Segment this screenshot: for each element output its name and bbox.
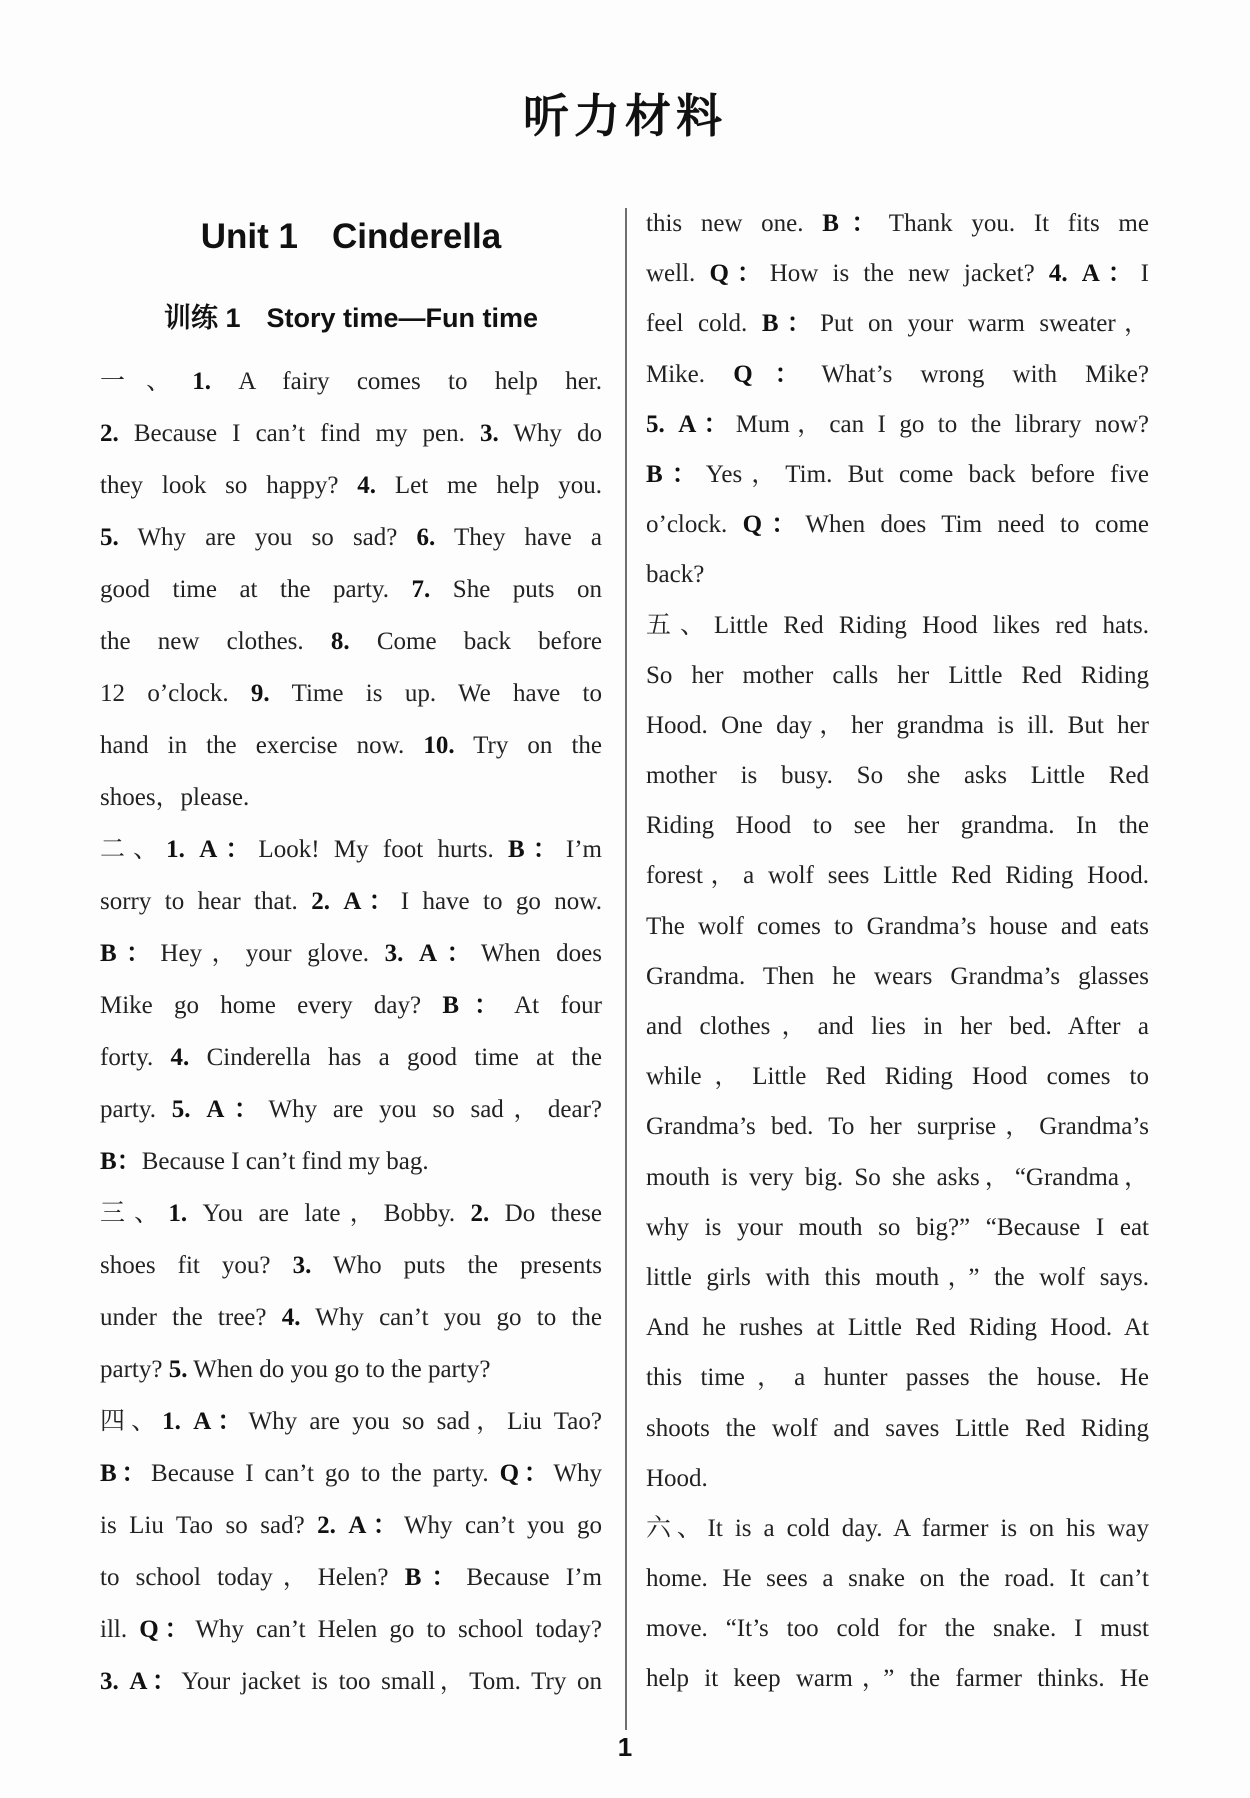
text-line: feel cold. B：Put on your warm sweater， bbox=[646, 310, 1149, 338]
text-line: shoes，please. bbox=[100, 784, 250, 811]
text-line: to school today，Helen? B：Because I’m bbox=[100, 1564, 602, 1591]
text-line: So her mother calls her Little Red Riding bbox=[646, 661, 1149, 689]
text-line: Mike. Q：What’s wrong with Mike? bbox=[646, 360, 1149, 388]
text-line: this time，a hunter passes the house. He bbox=[646, 1364, 1149, 1392]
item-marker: A： bbox=[419, 940, 481, 967]
text-line: and clothes，and lies in her bed. After a bbox=[646, 1013, 1149, 1040]
item-marker: B： bbox=[822, 210, 889, 237]
text-line: B：Yes，Tim. But come back before five bbox=[646, 460, 1149, 488]
item-marker: 10. bbox=[423, 732, 455, 759]
paragraph bbox=[100, 1188, 602, 1396]
text-line: ill. Q：Why can’t Helen go to school today? bbox=[100, 1616, 602, 1643]
item-marker: 4. bbox=[170, 1044, 190, 1071]
item-marker: 4. bbox=[1048, 260, 1068, 288]
text-line: while，Little Red Riding Hood comes to bbox=[646, 1063, 1149, 1091]
text-line: 一、1. A fairy comes to help her. bbox=[100, 368, 602, 395]
item-marker: A： bbox=[129, 1668, 182, 1695]
item-marker: Q： bbox=[499, 1460, 554, 1487]
item-marker: B： bbox=[646, 460, 706, 488]
text-line: back? bbox=[646, 561, 705, 589]
text-line: hand in the exercise now. 10. Try on the bbox=[100, 732, 602, 759]
text-line: 六、It is a cold day. A farmer is on his way bbox=[646, 1514, 1149, 1542]
item-marker: 5. bbox=[168, 1356, 188, 1383]
item-marker: 6. bbox=[416, 524, 436, 551]
paragraph bbox=[646, 601, 1149, 1504]
text-line: Grandma. Then he wears Grandma’s glasses bbox=[646, 962, 1149, 990]
text-line: Hood. One day，her grandma is ill. But her bbox=[646, 711, 1149, 739]
unit-title: Cinderella bbox=[332, 217, 502, 256]
text-line: party? 5. When do you go to the party? bbox=[100, 1356, 491, 1383]
item-marker: B： bbox=[100, 1148, 142, 1175]
item-marker: 5. bbox=[100, 524, 119, 551]
item-marker: 4. bbox=[281, 1304, 301, 1331]
text-line: 3. A：Your jacket is too small，Tom. Try on bbox=[100, 1668, 602, 1695]
item-marker: A： bbox=[678, 410, 736, 438]
text-line: 2. Because I can’t find my pen. 3. Why do bbox=[100, 420, 602, 447]
item-marker: Q： bbox=[733, 360, 822, 388]
text-line: well. Q：How is the new jacket? 4. A：I bbox=[646, 260, 1149, 288]
text-line: little girls with this mouth，” the wolf says. bbox=[646, 1263, 1149, 1291]
text-line: why is your mouth so big?” “Because I eat bbox=[646, 1213, 1149, 1241]
item-marker: B： bbox=[442, 992, 515, 1019]
item-marker: A： bbox=[343, 888, 401, 915]
page-number: 1 bbox=[617, 1732, 633, 1762]
item-marker: 2. bbox=[317, 1512, 336, 1539]
paragraph bbox=[646, 199, 1149, 601]
item-marker: 2. bbox=[311, 888, 330, 915]
text-line: Grandma’s bed. To her surprise，Grandma’s bbox=[646, 1113, 1149, 1141]
paragraph bbox=[100, 356, 602, 824]
text-line: home. He sees a snake on the road. It can’t bbox=[646, 1565, 1149, 1593]
text-line: 5. Why are you so sad? 6. They have a bbox=[100, 524, 602, 551]
text-line: the new clothes. 8. Come back before bbox=[100, 628, 602, 655]
item-marker: 5. bbox=[646, 410, 665, 438]
text-line: shoes fit you? 3. Who puts the presents bbox=[100, 1252, 602, 1279]
text-line: o’clock. Q：When does Tim need to come bbox=[646, 511, 1149, 539]
paragraph bbox=[100, 824, 602, 1188]
item-marker: A： bbox=[193, 1408, 249, 1435]
text-line: under the tree? 4. Why can’t you go to the bbox=[100, 1304, 602, 1331]
text-line: mouth is very big. So she asks，“Grandma， bbox=[646, 1163, 1149, 1191]
left-text-block bbox=[100, 356, 602, 1708]
item-marker: B： bbox=[761, 310, 821, 338]
item-marker: 2. bbox=[470, 1200, 490, 1227]
text-line: Mike go home every day? B：At four bbox=[100, 992, 602, 1019]
item-marker: Q： bbox=[742, 511, 806, 539]
unit-label: Unit 1 bbox=[200, 217, 298, 256]
text-line: B：Hey，your glove. 3. A：When does bbox=[100, 940, 602, 967]
item-marker: B： bbox=[100, 940, 161, 967]
item-marker: 3. bbox=[292, 1252, 312, 1279]
lesson-title: Story time—Fun time bbox=[266, 303, 539, 333]
column-divider bbox=[625, 208, 627, 1730]
paragraph bbox=[100, 1396, 602, 1708]
text-line: 12 o’clock. 9. Time is up. We have to bbox=[100, 680, 602, 707]
text-line: mother is busy. So she asks Little Red bbox=[646, 762, 1149, 790]
paragraph bbox=[646, 1504, 1149, 1705]
item-marker: B： bbox=[404, 1564, 467, 1591]
text-line: forty. 4. Cinderella has a good time at the bbox=[100, 1044, 602, 1071]
item-marker: 3. bbox=[479, 420, 499, 447]
text-line: shoots the wolf and saves Little Red Riding bbox=[646, 1414, 1149, 1442]
text-line: move. “It’s too cold for the snake. I must bbox=[646, 1615, 1149, 1643]
item-marker: 4. bbox=[357, 472, 376, 499]
item-marker: 3. bbox=[100, 1668, 119, 1695]
item-marker: B： bbox=[508, 836, 566, 863]
text-line: party. 5. A：Why are you so sad，dear? bbox=[100, 1096, 602, 1123]
lesson-label: 训练 1 bbox=[163, 303, 241, 333]
text-line: B：Because I can’t find my bag. bbox=[100, 1148, 429, 1175]
text-line: 五、Little Red Riding Hood likes red hats. bbox=[646, 611, 1149, 639]
text-line: sorry to hear that. 2. A：I have to go now. bbox=[100, 888, 602, 915]
item-marker: 8. bbox=[330, 628, 350, 655]
page-title: 听力材料 bbox=[523, 89, 727, 143]
item-marker: 1. bbox=[192, 368, 211, 395]
text-line: And he rushes at Little Red Riding Hood. At bbox=[646, 1314, 1149, 1342]
text-line: 5. A：Mum，can I go to the library now? bbox=[646, 410, 1149, 438]
text-line: forest，a wolf sees Little Red Riding Hood. bbox=[646, 862, 1149, 890]
text-line: this new one. B：Thank you. It fits me bbox=[646, 210, 1149, 237]
text-line: The wolf comes to Grandma’s house and eats bbox=[646, 912, 1149, 940]
text-line: they look so happy? 4. Let me help you. bbox=[100, 472, 602, 499]
item-marker: Q： bbox=[139, 1616, 196, 1643]
item-marker: 9. bbox=[250, 680, 270, 707]
item-marker: 2. bbox=[100, 420, 119, 447]
item-marker: 1. bbox=[166, 836, 185, 863]
item-marker: A： bbox=[199, 836, 259, 863]
text-line: 二、1. A：Look! My foot hurts. B：I’m bbox=[100, 836, 602, 863]
item-marker: 3. bbox=[384, 940, 404, 967]
item-marker: A： bbox=[348, 1512, 404, 1539]
item-marker: 1. bbox=[162, 1408, 181, 1435]
item-marker: A： bbox=[1081, 260, 1141, 288]
unit-heading bbox=[100, 212, 602, 262]
lesson-heading bbox=[100, 298, 602, 338]
item-marker: B： bbox=[100, 1460, 152, 1487]
text-line: B：Because I can’t go to the party. Q：Why bbox=[100, 1460, 602, 1487]
item-marker: A： bbox=[206, 1096, 269, 1123]
text-line: Hood. bbox=[646, 1464, 708, 1492]
text-line: help it keep warm，” the farmer thinks. He bbox=[646, 1665, 1149, 1693]
item-marker: 5. bbox=[171, 1096, 191, 1123]
item-marker: 7. bbox=[411, 576, 431, 603]
text-line: good time at the party. 7. She puts on bbox=[100, 576, 602, 603]
right-text-block bbox=[646, 199, 1149, 1705]
text-line: Riding Hood to see her grandma. In the bbox=[646, 812, 1149, 840]
item-marker: 1. bbox=[168, 1200, 188, 1227]
item-marker: Q： bbox=[709, 260, 770, 288]
text-line: is Liu Tao so sad? 2. A：Why can’t you go bbox=[100, 1512, 602, 1539]
text-line: 三、1. You are late，Bobby. 2. Do these bbox=[100, 1200, 602, 1227]
text-line: 四、1. A：Why are you so sad，Liu Tao? bbox=[100, 1408, 602, 1435]
